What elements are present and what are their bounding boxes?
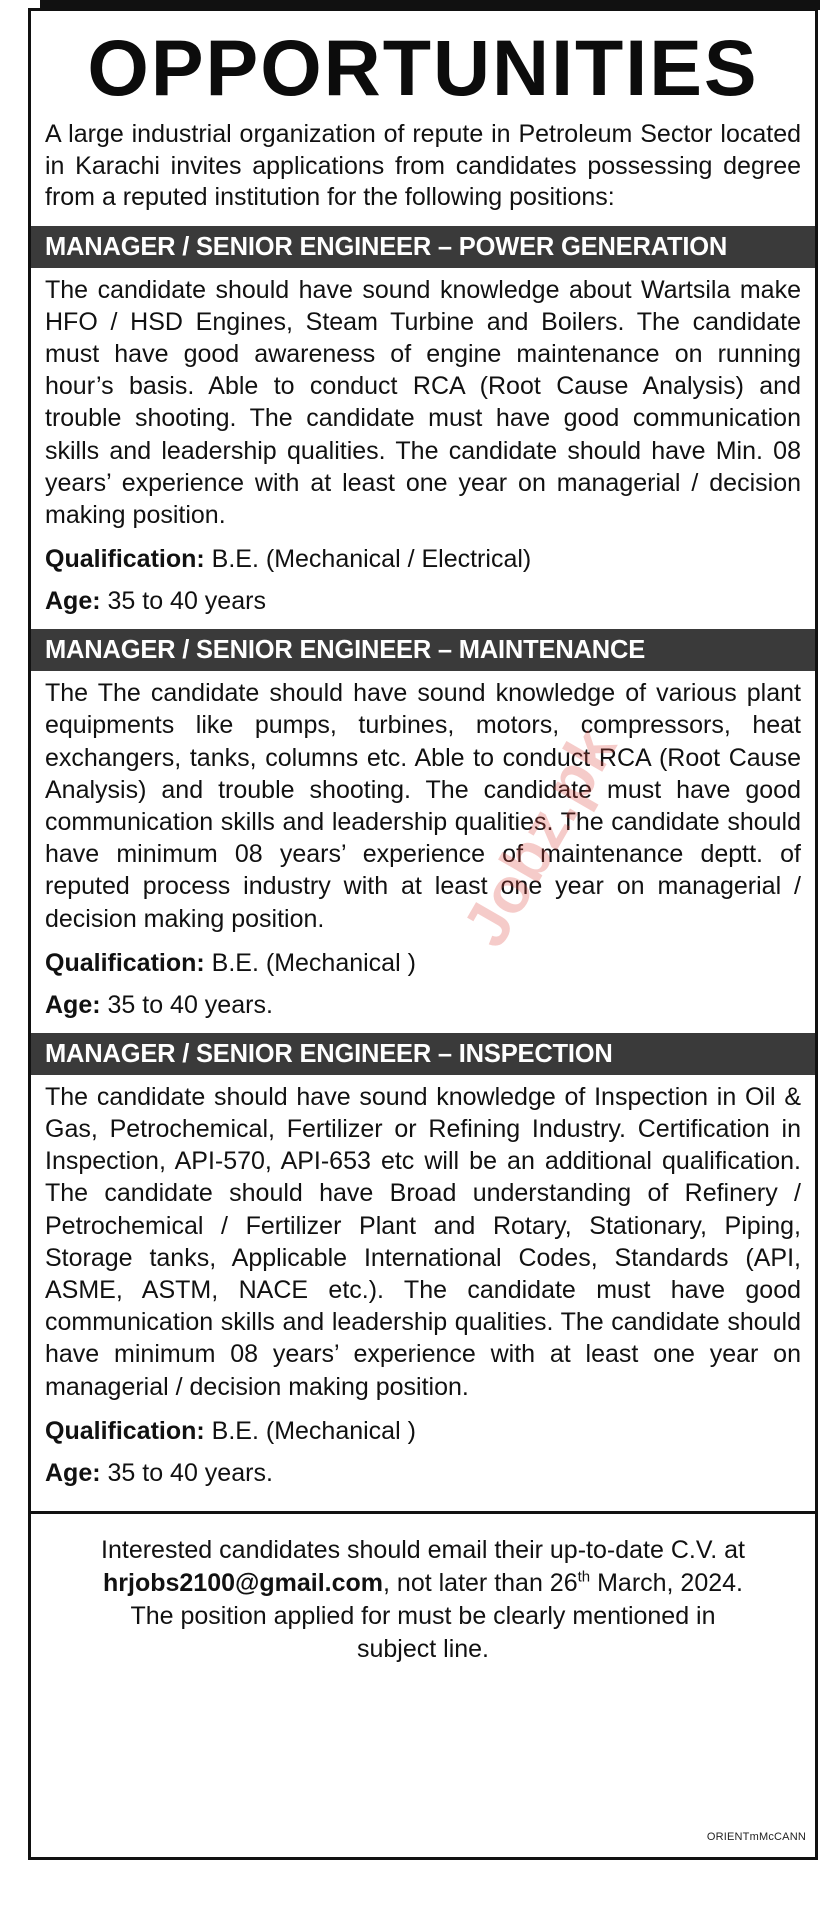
- closing-text: March, 2024. The position applied for must be clearly mentioned in subject line.: [130, 1568, 743, 1663]
- position-description: The candidate should have sound knowledge of Inspection in Oil & Gas, Petrochemical, Fertilizer or Refining Industry. Certification in Inspection, API-570, API-653 etc will be an additional qualification. The candidate should have Broad understanding of Refinery / Petrochemical / Fertilizer Plant and Rotary, Stationary, Piping, Storage tanks, Applicable International Codes, Standards (API, ASME, ASTM, NACE etc.). The candidate must have good communication skills and leadership qualities. The candidate should have minimum 08 years’ experience with at least one year on managerial / decision making position.: [45, 1082, 801, 1401]
- age-label: Age:: [45, 990, 101, 1019]
- qualification-line: [31, 949, 815, 977]
- age-value: 35 to 40 years: [100, 587, 266, 616]
- age-line: [31, 587, 815, 629]
- age-line: [31, 991, 815, 1033]
- closing-text: Interested candidates should email their up-to-date C.V. at: [101, 1535, 745, 1564]
- qualification-line: [31, 1417, 815, 1445]
- contact-email[interactable]: hrjobs2100@gmail.com: [103, 1568, 384, 1597]
- qualification-value: B.E. (Mechanical ): [204, 1416, 416, 1445]
- intro-paragraph: A large industrial organization of repute in Petroleum Sector located in Karachi invites applications from candidates possessing degree from a reputed institution for the following positions:: [45, 120, 801, 211]
- closing-text: , not later than 26: [383, 1568, 578, 1597]
- position-power-generation: [31, 226, 815, 630]
- position-inspection: [31, 1033, 815, 1501]
- age-value: 35 to 40 years.: [100, 1458, 273, 1487]
- qualification-label: Qualification:: [45, 545, 205, 574]
- application-instructions: [31, 1514, 815, 1666]
- position-description: The candidate should have sound knowledge about Wartsila make HFO / HSD Engines, Steam Turbine and Boilers. The candidate must have good awareness of engine maintenance on running hour’s basis. Able to conduct RCA (Root Cause Analysis) and trouble shooting. The candidate must have good communication skills and leadership qualities. The candidate should have Min. 08 years’ experience with at least one year on managerial / decision making position.: [45, 275, 801, 529]
- qualification-line: [31, 545, 815, 573]
- age-label: Age:: [45, 587, 101, 616]
- age-line: [31, 1459, 815, 1501]
- position-title: MANAGER / SENIOR ENGINEER – POWER GENERATION: [31, 226, 815, 268]
- position-description: The The candidate should have sound knowledge of various plant equipments like pumps, turbines, motors, compressors, heat exchangers, tanks, columns etc. Able to conduct RCA (Root Cause Analysis) and trouble shooting. The candidate must have good communication skills and leadership qualities. The candidate should have minimum 08 years’ experience of maintenance deptt. of reputed process industry with at least one year on managerial / decision making position.: [45, 679, 801, 933]
- qualification-label: Qualification:: [45, 948, 205, 977]
- position-title: MANAGER / SENIOR ENGINEER – INSPECTION: [31, 1033, 815, 1075]
- date-suffix: th: [577, 1568, 591, 1586]
- qualification-label: Qualification:: [45, 1416, 205, 1445]
- watermark-logo: Jobz.pk: [448, 715, 630, 959]
- position-title: MANAGER / SENIOR ENGINEER – MAINTENANCE: [31, 629, 815, 671]
- age-label: Age:: [45, 1458, 101, 1487]
- ad-headline: OPPORTUNITIES: [87, 23, 759, 112]
- qualification-value: B.E. (Mechanical / Electrical): [204, 545, 532, 574]
- job-advertisement: [28, 8, 818, 1860]
- qualification-value: B.E. (Mechanical ): [204, 948, 416, 977]
- agency-credit: ORIENTmMcCANN: [704, 1831, 809, 1843]
- position-maintenance: [31, 629, 815, 1033]
- age-value: 35 to 40 years.: [100, 990, 273, 1019]
